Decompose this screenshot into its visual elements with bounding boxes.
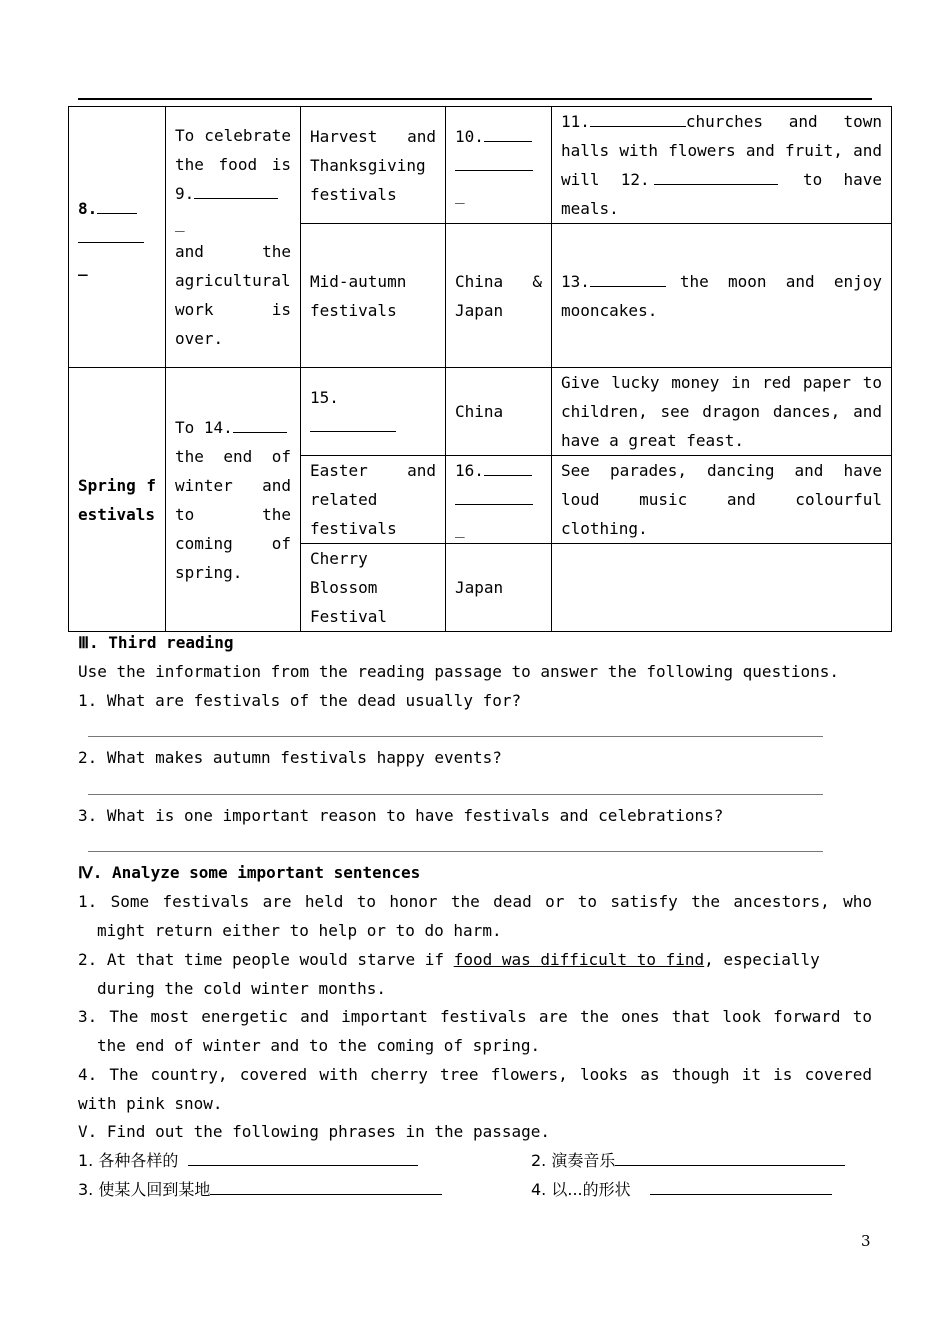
cell-country-10: 10. _ — [446, 107, 552, 224]
cell-easter: Easter and related festivals — [301, 456, 446, 544]
sentence-1-line-1: 1. Some festivals are held to honor the dead or to satisfy the ancestors, who — [78, 892, 872, 911]
table-row — [69, 107, 892, 224]
question-2: 2. What makes autumn festivals happy events? — [78, 748, 502, 767]
blank-10-cont[interactable] — [455, 154, 533, 171]
blank-8-cont[interactable] — [78, 226, 144, 243]
blank-13[interactable] — [590, 270, 666, 287]
cell-japan: Japan — [446, 544, 552, 632]
cell-festival-type-8: 8. _ — [69, 107, 166, 368]
cell-china: China — [446, 368, 552, 456]
festivals-table — [68, 106, 892, 632]
phrase-1: 1. 各种各样的 — [78, 1146, 878, 1175]
sentence-2-line-1: 2. At that time people would starve if food was difficult to find, especially — [78, 950, 820, 969]
cell-china-japan: China & Japan — [446, 224, 552, 368]
section3-heading: Ⅲ. Third reading — [78, 633, 234, 652]
blank-9[interactable] — [194, 182, 278, 199]
cell-country-16: 16. _ — [446, 456, 552, 544]
cell-activity-spring-china: Give lucky money in red paper to children, see dragon dances, and have a great feast. — [552, 368, 892, 456]
blank-12[interactable] — [654, 168, 778, 185]
phrase-3-blank[interactable] — [210, 1176, 442, 1195]
sentence-4-line-1: 4. The country, covered with cherry tree flowers, looks as though it is covered — [78, 1065, 872, 1084]
question-1: 1. What are festivals of the dead usually for? — [78, 691, 522, 710]
cell-festival-15: 15. — [301, 368, 446, 456]
sentence-1-line-2: might return either to help or to do harm. — [97, 921, 502, 940]
sentence-2-line-2: during the cold winter months. — [97, 979, 386, 998]
sentence-3-line-1: 3. The most energetic and important festivals are the ones that look forward to — [78, 1007, 872, 1026]
blank-10[interactable] — [484, 125, 532, 142]
cell-mid-autumn: Mid-autumn festivals — [301, 224, 446, 368]
blank-16[interactable] — [484, 459, 532, 476]
table-row — [69, 368, 892, 456]
cell-purpose-9: To celebrate the food is 9. _ and the agricultural work is over. — [166, 107, 301, 368]
phrase-4-blank[interactable] — [650, 1176, 832, 1195]
cell-activity-13: 13. the moon and enjoy mooncakes. — [552, 224, 892, 368]
phrase-3: 3. 使某人回到某地 — [78, 1175, 878, 1204]
blank-15[interactable] — [310, 415, 396, 432]
answer-line-3[interactable] — [88, 851, 823, 852]
cell-activity-11-12: 11. churches and town halls with flowers and fruit, and will 12. to have meals. — [552, 107, 892, 224]
top-rule — [78, 98, 872, 100]
answer-line-1[interactable] — [88, 736, 823, 737]
phrase-2-blank[interactable] — [615, 1147, 845, 1166]
answer-line-2[interactable] — [88, 794, 823, 795]
underlined-phrase: food was difficult to find — [453, 950, 705, 969]
cell-purpose-14: To 14. the end of winter and to the coming of spring. — [166, 368, 301, 632]
question-3: 3. What is one important reason to have festivals and celebrations? — [78, 806, 724, 825]
cell-activity-easter: See parades, dancing and have loud music and colourful clothing. — [552, 456, 892, 544]
blank-14[interactable] — [233, 416, 287, 433]
cell-harvest-festivals: Harvest and Thanksgiving festivals — [301, 107, 446, 224]
phrase-1-blank[interactable] — [188, 1147, 418, 1166]
cell-activity-cherry — [552, 544, 892, 632]
phrase-2: 2. 演奏音乐 — [531, 1146, 871, 1175]
sentence-4-line-2: with pink snow. — [78, 1094, 223, 1113]
page-number: 3 — [861, 1232, 871, 1250]
cell-spring-festivals: Spring festivals — [69, 368, 166, 632]
blank-16-cont[interactable] — [455, 488, 533, 505]
section5-heading: V. Find out the following phrases in the passage. — [78, 1122, 551, 1141]
sentence-3-line-2: the end of winter and to the coming of spring. — [97, 1036, 541, 1055]
section3-instruction: Use the information from the reading passage to answer the following questions. — [78, 662, 839, 681]
section4-heading: Ⅳ. Analyze some important sentences — [78, 863, 421, 882]
phrase-4: 4. 以...的形状 — [531, 1175, 871, 1204]
cell-cherry-blossom: Cherry Blossom Festival — [301, 544, 446, 632]
blank-11[interactable] — [590, 110, 686, 127]
blank-8[interactable] — [97, 197, 137, 214]
